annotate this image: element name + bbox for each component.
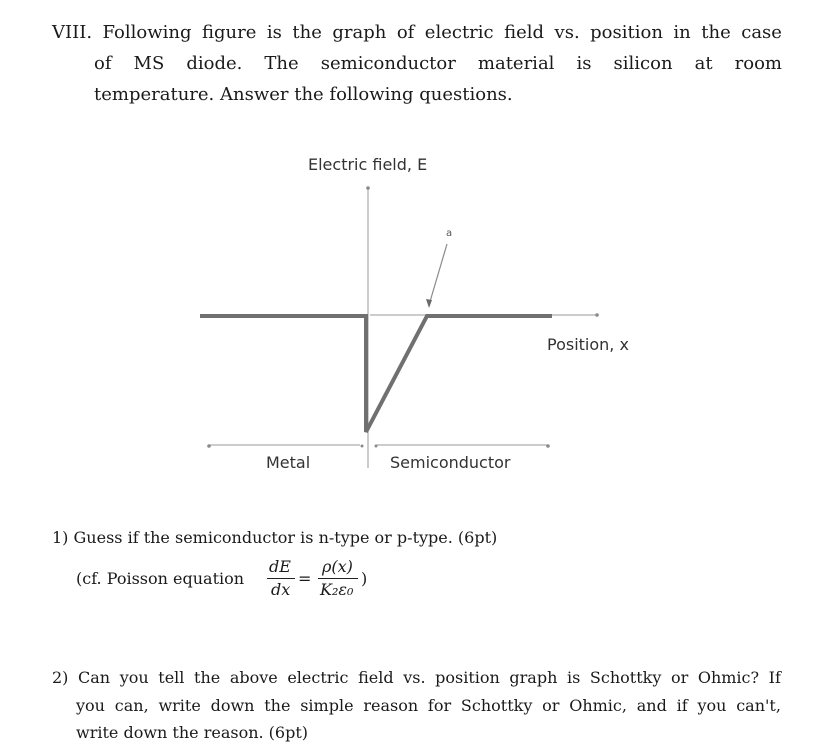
- word: Schottky: [460, 696, 533, 715]
- fraction-dE-numerator: dE: [269, 557, 291, 576]
- x-axis-arrowhead: [595, 313, 599, 317]
- word: Schottky: [589, 668, 662, 687]
- metal-label: Metal: [266, 453, 311, 472]
- word: The: [264, 53, 299, 74]
- metal-arrowhead: [207, 444, 211, 448]
- fraction-bar-right: [318, 578, 358, 579]
- word: you: [119, 668, 149, 687]
- word: or: [542, 696, 560, 715]
- marker-arrow: [429, 244, 447, 305]
- word: room: [734, 53, 782, 74]
- word: of: [396, 22, 415, 43]
- word: if: [676, 696, 688, 715]
- word: at: [694, 53, 713, 74]
- metal-inner-arrowhead: [361, 445, 364, 448]
- word: semiconductor: [320, 53, 456, 74]
- question-line-3: temperature. Answer the following questions.: [94, 84, 513, 105]
- word: simple: [300, 696, 354, 715]
- word: MS: [133, 53, 165, 74]
- word: you: [76, 696, 105, 715]
- semiconductor-inner-arrowhead: [375, 445, 378, 448]
- equals-sign: =: [298, 569, 312, 588]
- q1-hint-suffix: ): [361, 569, 368, 588]
- word: is: [576, 53, 592, 74]
- x-axis-label: Position, x: [547, 335, 629, 354]
- word: the: [194, 668, 221, 687]
- marker-label: a: [446, 228, 453, 239]
- word: electric: [424, 22, 494, 43]
- marker-arrowhead: [426, 299, 432, 308]
- word: vs.: [403, 668, 426, 687]
- word: can't,: [736, 696, 781, 715]
- word: reason: [363, 696, 419, 715]
- word: for: [427, 696, 452, 715]
- word: the: [701, 22, 731, 43]
- word: 2): [52, 668, 69, 687]
- word: graph: [509, 668, 558, 687]
- word: Ohmic,: [569, 696, 627, 715]
- q1-text: 1) Guess if the semiconductor is n-type or p-type. (6pt): [52, 528, 498, 547]
- word: vs.: [554, 22, 580, 43]
- word: down: [210, 696, 255, 715]
- word: figure: [202, 22, 257, 43]
- word: VIII.: [52, 22, 93, 43]
- axes: [210, 188, 596, 468]
- word: graph: [332, 22, 387, 43]
- word: field: [504, 22, 545, 43]
- word: write: [158, 696, 201, 715]
- word: of: [94, 53, 112, 74]
- word: the: [292, 22, 322, 43]
- word: in: [673, 22, 691, 43]
- semiconductor-arrowhead: [546, 444, 550, 448]
- word: material: [477, 53, 555, 74]
- word: field: [358, 668, 394, 687]
- word: Ohmic?: [697, 668, 760, 687]
- word: tell: [158, 668, 185, 687]
- word: case: [741, 22, 782, 43]
- q2-line-2: [76, 696, 781, 716]
- word: silicon: [613, 53, 673, 74]
- fraction-dx-denominator: dx: [271, 580, 291, 599]
- word: the: [264, 696, 291, 715]
- q2-line-3: write down the reason. (6pt): [76, 723, 309, 742]
- field-profile: [200, 316, 552, 432]
- word: Can: [78, 668, 111, 687]
- q2-line-1: [52, 668, 781, 688]
- word: is: [566, 668, 581, 687]
- word: If: [768, 668, 781, 687]
- word: you: [697, 696, 727, 715]
- q1-hint-prefix: (cf. Poisson equation: [76, 569, 245, 588]
- fraction-bar-left: [267, 578, 295, 579]
- fraction-k-epsilon-denominator: K₂ε₀: [320, 580, 354, 599]
- word: diode.: [186, 53, 243, 74]
- word: is: [266, 22, 282, 43]
- y-axis-label: Electric field, E: [308, 155, 428, 174]
- y-axis-arrowhead: [366, 186, 370, 190]
- word: electric: [287, 668, 349, 687]
- semiconductor-label: Semiconductor: [390, 453, 511, 472]
- word: and: [636, 696, 667, 715]
- fraction-rho-numerator: ρ(x): [322, 557, 353, 576]
- word: or: [670, 668, 689, 687]
- word: can,: [114, 696, 149, 715]
- word: position: [435, 668, 500, 687]
- word: above: [229, 668, 278, 687]
- word: Following: [102, 22, 192, 43]
- word: position: [590, 22, 663, 43]
